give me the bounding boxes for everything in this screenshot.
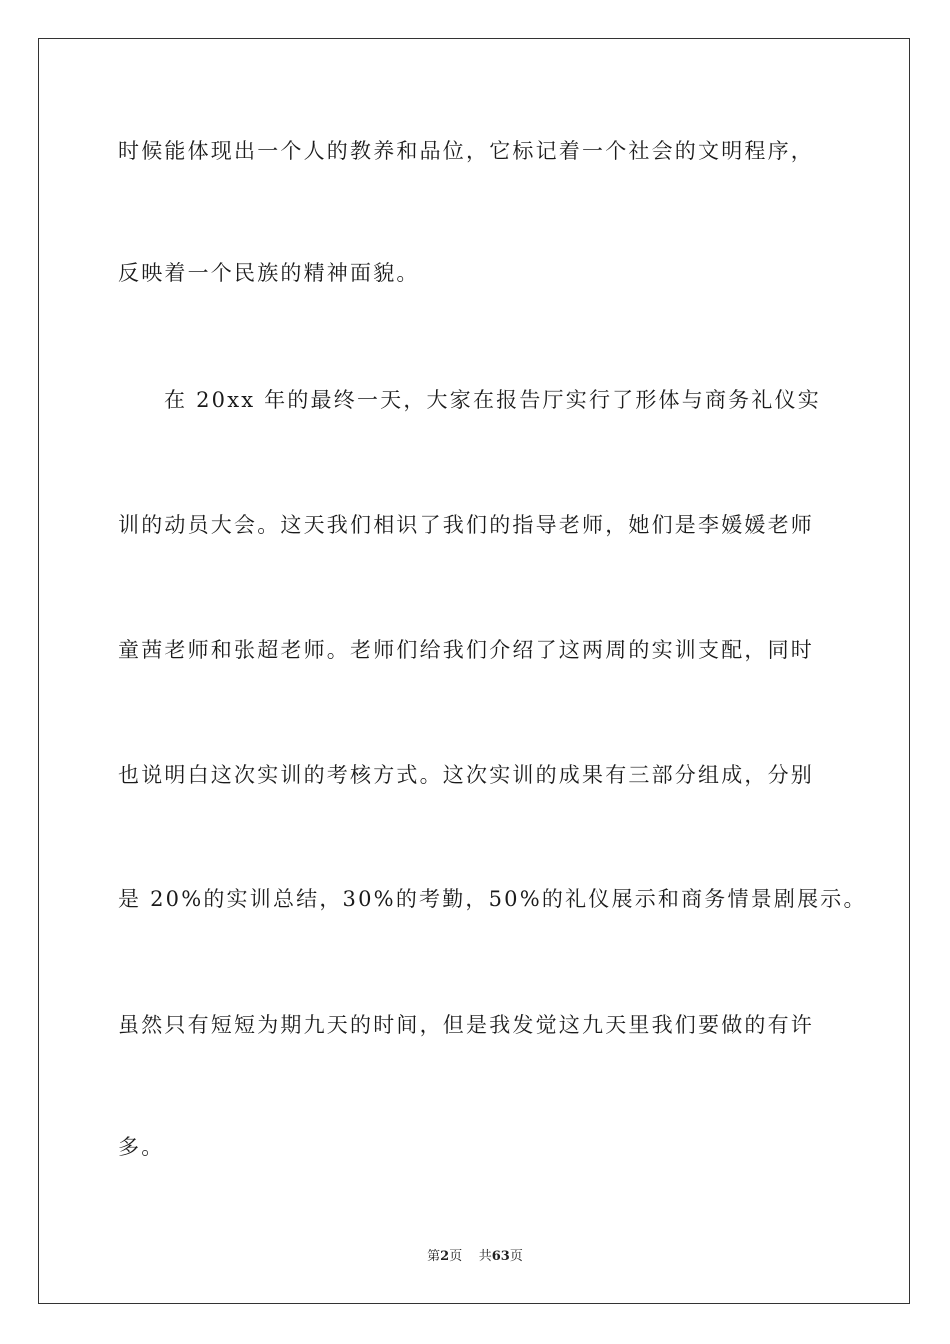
total-prefix: 共	[478, 1249, 492, 1264]
text-line: 多。	[118, 1135, 165, 1159]
page-frame	[38, 38, 910, 1304]
text-line: 训的动员大会。这天我们相识了我们的指导老师，她们是李媛媛老师	[118, 513, 814, 537]
page-suffix: 页	[449, 1249, 463, 1264]
text-line: 也说明白这次实训的考核方式。这次实训的成果有三部分组成，分别	[118, 763, 814, 787]
total-pages: 63	[491, 1249, 510, 1264]
text-line: 虽然只有短短为期九天的时间，但是我发觉这九天里我们要做的有许	[118, 1013, 814, 1037]
page-prefix: 第	[427, 1249, 441, 1264]
text-line: 童茜老师和张超老师。老师们给我们介绍了这两周的实训支配，同时	[118, 638, 814, 662]
text-line: 是 20%的实训总结，30%的考勤，50%的礼仪展示和商务情景剧展示。	[118, 887, 867, 911]
text-line: 时候能体现出一个人的教养和品位，它标记着一个社会的文明程序，	[118, 139, 814, 163]
total-suffix: 页	[509, 1249, 523, 1264]
paragraph-first-line: 在 20xx 年的最终一天，大家在报告厅实行了形体与商务礼仪实	[164, 388, 821, 412]
page-number: 2	[440, 1249, 450, 1264]
page-footer	[0, 1248, 950, 1266]
text-line: 反映着一个民族的精神面貌。	[118, 261, 420, 285]
